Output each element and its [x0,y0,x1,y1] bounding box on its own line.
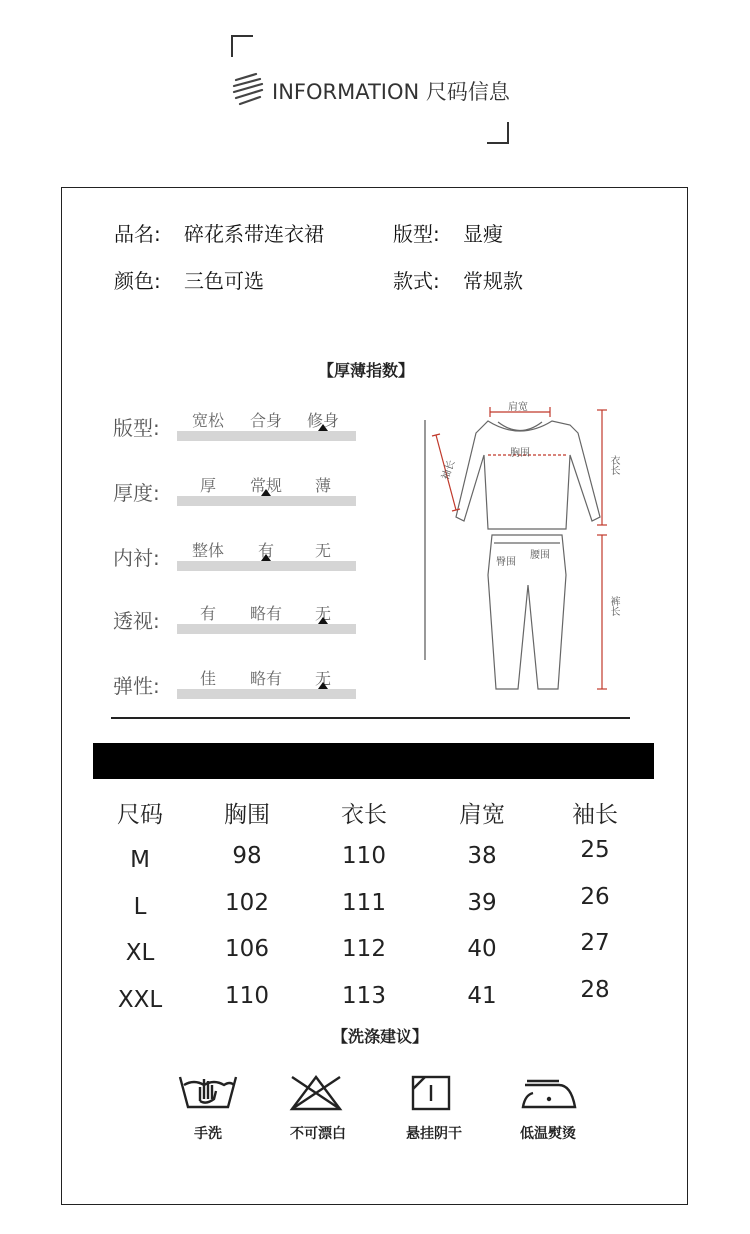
shoulder-width-label: 肩宽 [508,402,528,413]
thickness-selected-marker [318,617,328,624]
size-table-cell: 40 [467,936,497,962]
thickness-option: 厚 [199,476,217,495]
thickness-row-label: 版型: [113,416,160,440]
style-label: 款式: [393,269,440,293]
thickness-index-title: 【厚薄指数】 [318,361,415,380]
thickness-option: 无 [314,669,332,688]
top-outline [456,421,600,529]
thickness-option: 常规 [249,476,283,495]
care-label: 悬挂阴干 [406,1126,462,1142]
stripes-logo-icon [230,70,266,110]
thickness-option: 无 [314,604,332,623]
size-table-cell: 41 [467,983,497,1009]
size-table-cell: L [133,894,147,920]
thickness-option: 无 [314,541,332,560]
chest-label: 胸围 [510,448,530,459]
fit-value: 显瘦 [463,222,503,246]
size-table-cell: 28 [580,977,610,1003]
thickness-scale-bar [177,561,356,571]
size-table-header: 袖长 [572,802,618,828]
pants-length-label: 裤长 [608,596,619,616]
thickness-row-label: 厚度: [113,481,160,505]
size-table-header: 胸围 [224,802,270,828]
size-table-cell: XXL [117,987,163,1013]
thickness-option: 有 [257,541,275,560]
size-table-cell: 110 [225,983,269,1009]
size-table-header: 衣长 [341,802,387,828]
thickness-row-label: 弹性: [113,674,160,698]
size-table-cell: 102 [225,890,269,916]
care-label: 低温熨烫 [520,1126,576,1142]
corner-bracket-bottom-right [487,122,509,144]
thickness-option: 略有 [249,669,283,688]
size-table-cell: 25 [580,837,610,863]
hang-dry-shade-icon [410,1073,452,1113]
size-table-cell: 112 [342,936,386,962]
garment-measurement-diagram [420,395,620,695]
thickness-option: 宽松 [191,411,225,430]
no-bleach-icon [288,1073,344,1113]
thickness-row-label: 透视: [113,609,160,633]
thickness-option: 修身 [306,411,340,430]
care-title: 【洗涤建议】 [332,1027,429,1046]
thickness-option: 略有 [249,604,283,623]
size-table-cell: M [130,847,150,873]
black-banner [93,743,654,779]
size-table-cell: 26 [580,884,610,910]
fit-label: 版型: [393,222,440,246]
hand-wash-icon [178,1073,238,1113]
section-divider [111,717,630,719]
size-table-header: 肩宽 [459,802,505,828]
size-table-cell: 27 [580,930,610,956]
thickness-option: 薄 [314,476,332,495]
size-table-cell: 113 [342,983,386,1009]
header-title: INFORMATION 尺码信息 [272,80,510,104]
thickness-scale-bar [177,624,356,634]
thickness-option: 有 [199,604,217,623]
size-table-header: 尺码 [117,802,163,828]
thickness-option: 佳 [199,669,217,688]
thickness-option: 合身 [249,411,283,430]
product-name-value: 碎花系带连衣裙 [184,222,324,246]
thickness-selected-marker [318,682,328,689]
care-label: 手洗 [194,1126,222,1142]
waist-label: 腰围 [530,550,550,561]
style-value: 常规款 [463,269,523,293]
hip-label: 臀围 [496,557,516,568]
size-table-cell: 38 [467,843,497,869]
size-table-cell: 106 [225,936,269,962]
size-table-cell: 110 [342,843,386,869]
thickness-selected-marker [261,554,271,561]
thickness-selected-marker [261,489,271,496]
size-table-cell: XL [125,940,155,966]
size-table-cell: 98 [232,843,262,869]
color-label: 颜色: [114,269,161,293]
corner-bracket-top-left [231,35,253,57]
sleeve-length-label: 袖长 [440,458,458,482]
thickness-scale-bar [177,689,356,699]
thickness-row-label: 内衬: [113,546,160,570]
color-value: 三色可选 [184,269,264,293]
care-label: 不可漂白 [290,1126,346,1142]
product-name-label: 品名: [114,222,161,246]
thickness-scale-bar [177,496,356,506]
thickness-option: 整体 [191,541,225,560]
thickness-selected-marker [318,424,328,431]
length-label: 衣长 [608,455,619,475]
size-table-cell: 111 [342,890,386,916]
low-iron-icon [519,1075,579,1111]
size-table-cell: 39 [467,890,497,916]
thickness-scale-bar [177,431,356,441]
